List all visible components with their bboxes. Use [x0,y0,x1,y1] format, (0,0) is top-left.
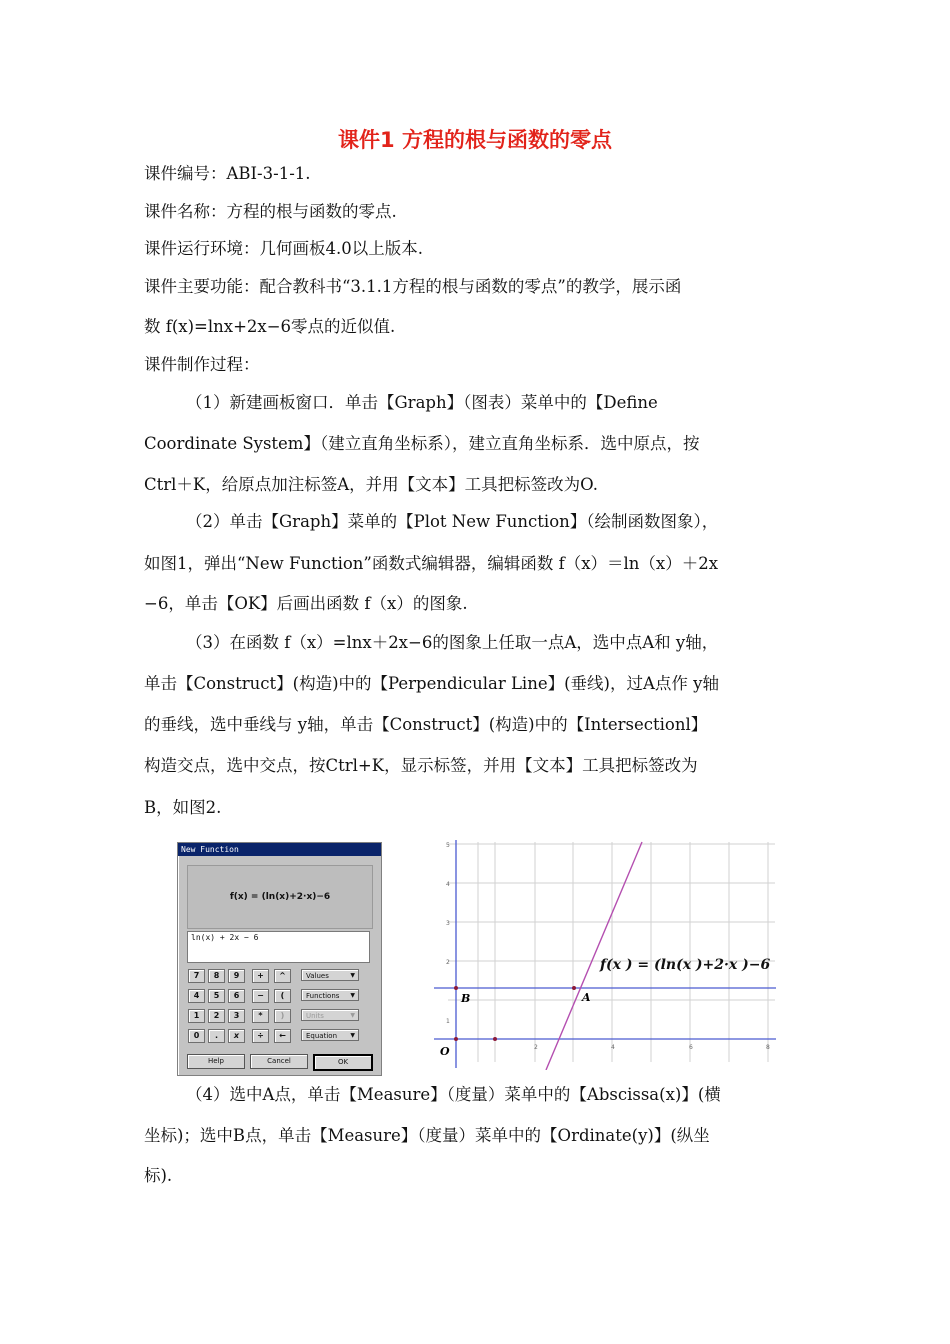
x-tick-2: 2 [534,1044,538,1051]
courseware-function: 课件主要功能：配合教科书“3.1.1方程的根与函数的零点”的教学，展示函 [144,277,682,296]
key-2[interactable]: 2 [208,1009,225,1023]
dropdown-arrow-icon: ▼ [350,1012,355,1019]
step3-line5: B，如图2. [144,798,222,817]
key-8[interactable]: 8 [208,969,225,983]
point-b[interactable] [454,986,458,990]
dropdown-arrow-icon: ▼ [350,992,355,999]
key-close-paren[interactable]: ) [274,1009,291,1023]
key-3[interactable]: 3 [228,1009,245,1023]
courseware-id: 课件编号：ABⅠ-3-1-1. [144,164,311,183]
page-title: 课件1 方程的根与函数的零点 [338,128,612,152]
x-tick-8: 8 [766,1044,770,1051]
equation-menu-label: Equation [306,1032,338,1040]
y-tick-5: 5 [446,842,450,849]
courseware-name: 课件名称：方程的根与函数的零点. [144,202,397,221]
units-menu-label: Units [306,1012,324,1020]
equation-menu[interactable] [301,1029,359,1041]
function-preview: f(x) = (ln(x)+2·x)−6 [187,865,373,929]
step3-line3: 的垂线，选中垂线与 y轴，单击【Construct】(构造)中的【Intersectionl】 [144,715,708,734]
key-minus[interactable]: − [252,989,269,1003]
function-graph [430,838,780,1070]
functions-menu[interactable] [301,989,359,1001]
key-4[interactable]: 4 [188,989,205,1003]
y-tick-3: 3 [446,920,450,927]
unit-point[interactable] [493,1037,497,1041]
y-tick-1: 1 [446,1018,450,1025]
y-tick-4: 4 [446,881,450,888]
key-plus[interactable]: + [252,969,269,983]
x-tick-4: 4 [611,1044,615,1051]
functions-menu-label: Functions [306,992,340,1000]
point-a-label: A [582,991,591,1004]
grid [448,842,775,1062]
courseware-env: 课件运行环境：几何画板4.0以上版本. [144,239,423,258]
step1-line1: （1）新建画板窗口．单击【Graph】（图表）菜单中的【Define [186,393,658,412]
step2-line2: 如图1，弹出“New Function”函数式编辑器，编辑函数 f（x）＝ln（x）＋2x [144,554,719,573]
help-button[interactable]: Help [187,1054,245,1069]
step4-line2: 坐标)；选中B点，单击【Measure】（度量）菜单中的【Ordinate(y)】(纵坐 [144,1126,710,1145]
step1-line3: Ctrl＋K，给原点加注标签A，并用【文本】工具把标签改为O. [144,475,598,494]
key-divide[interactable]: ÷ [252,1029,269,1043]
step3-line4: 构造交点，选中交点，按Ctrl+K，显示标签，并用【文本】工具把标签改为 [144,756,698,775]
key-6[interactable]: 6 [228,989,245,1003]
key-open-paren[interactable]: ( [274,989,291,1003]
step2-line3: −6，单击【OK】后画出函数 f（x）的图象. [144,594,468,613]
key-dot[interactable]: . [208,1029,225,1043]
ok-button[interactable]: OK [313,1054,373,1071]
step1-line2: Coordinate System】（建立直角坐标系），建立直角坐标系．选中原点，按 [144,434,700,453]
key-multiply[interactable]: * [252,1009,269,1023]
key-7[interactable]: 7 [188,969,205,983]
values-menu-label: Values [306,972,329,980]
step3-line1: （3）在函数 f（x）=lnx＋2x−6的图象上任取一点A，选中点A和 y轴， [186,633,719,652]
function-curve [546,842,642,1070]
dropdown-arrow-icon: ▼ [350,972,355,979]
key-x[interactable]: x [228,1029,245,1043]
origin-label: O [440,1045,450,1058]
units-menu[interactable] [301,1009,359,1021]
point-b-label: B [461,992,471,1005]
process-heading: 课件制作过程： [144,355,260,374]
key-1[interactable]: 1 [188,1009,205,1023]
x-tick-6: 6 [689,1044,693,1051]
courseware-function-cont: 数 f(x)=lnx+2x−6零点的近似值. [144,317,396,336]
dialog-title: New Function [178,843,381,856]
y-tick-2: 2 [446,959,450,966]
point-origin[interactable] [454,1037,458,1041]
step4-line3: 标). [144,1166,173,1185]
key-backspace[interactable]: ← [274,1029,291,1043]
key-0[interactable]: 0 [188,1029,205,1043]
function-label: f(x ) = (ln(x )+2·x )−6 [600,957,771,973]
values-menu[interactable] [301,969,359,981]
step3-line2: 单击【Construct】(构造)中的【Perpendicular Line】(垂线)，过A点作 y轴 [144,674,719,693]
key-9[interactable]: 9 [228,969,245,983]
step4-line1: （4）选中A点，单击【Measure】（度量）菜单中的【Abscissa(x)】(横 [186,1085,721,1104]
new-function-dialog [177,842,382,1076]
function-editor[interactable]: ln(x) + 2x − 6 [187,931,370,963]
key-power[interactable]: ^ [274,969,291,983]
step2-line1: （2）单击【Graph】菜单的【Plot New Function】（绘制函数图象）， [186,512,719,531]
point-a[interactable] [572,986,576,990]
dropdown-arrow-icon: ▼ [350,1032,355,1039]
cancel-button[interactable]: Cancel [250,1054,308,1069]
key-5[interactable]: 5 [208,989,225,1003]
